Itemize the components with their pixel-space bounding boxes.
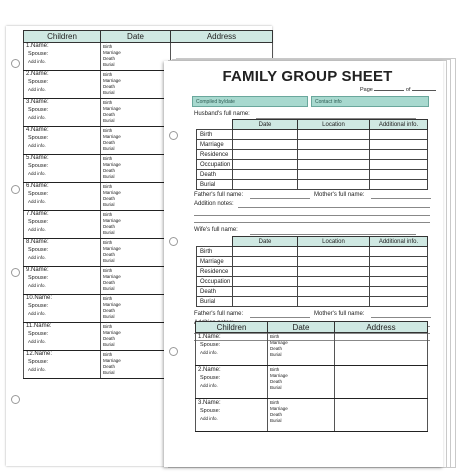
wife-events-table xyxy=(196,236,428,307)
additional-info-cell[interactable] xyxy=(370,277,428,287)
event-label: Death xyxy=(103,252,116,257)
wife-mothers-label: Mother's full name: xyxy=(314,311,365,317)
date-cell[interactable] xyxy=(233,277,298,287)
event-label: Marriage xyxy=(197,257,233,267)
child-name-label: 12.Name: xyxy=(26,351,53,357)
child-name-label: 8.Name: xyxy=(26,239,49,245)
wife-label: Wife's full name: xyxy=(194,227,238,233)
child-add-info-label: Add info. xyxy=(28,283,46,288)
table-row xyxy=(196,366,428,399)
notes-line[interactable] xyxy=(194,222,430,223)
event-label: Birth xyxy=(103,128,113,133)
location-cell[interactable] xyxy=(298,267,370,277)
child-date-cell[interactable] xyxy=(101,351,171,379)
child-name-label: 3.Name: xyxy=(26,99,49,105)
child-date-cell[interactable] xyxy=(101,155,171,183)
child-add-info-label: Add info. xyxy=(28,87,46,92)
event-label: Marriage xyxy=(103,190,121,195)
event-label: Marriage xyxy=(103,106,121,111)
date-cell[interactable] xyxy=(233,257,298,267)
child-address-cell[interactable] xyxy=(335,333,428,366)
event-label: Burial xyxy=(103,370,115,375)
child-name-label: 2.Name: xyxy=(26,71,49,77)
table-row xyxy=(197,160,428,170)
child-date-cell[interactable] xyxy=(101,267,171,295)
punch-hole xyxy=(11,395,20,404)
child-spouse-label: Spouse: xyxy=(28,274,49,281)
table-row xyxy=(197,297,428,307)
date-cell[interactable] xyxy=(233,297,298,307)
header-date: Date xyxy=(268,322,335,333)
date-cell[interactable] xyxy=(233,267,298,277)
child-name-cell[interactable] xyxy=(24,43,101,71)
child-date-cell[interactable] xyxy=(101,127,171,155)
child-spouse-label: Spouse: xyxy=(28,330,49,337)
punch-hole xyxy=(169,347,178,356)
child-date-cell[interactable] xyxy=(101,323,171,351)
event-label: Marriage xyxy=(103,134,121,139)
event-label: Birth xyxy=(103,212,113,217)
child-name-cell[interactable] xyxy=(196,333,268,366)
page-label: Page xyxy=(360,87,373,93)
event-label: Burial xyxy=(103,118,115,123)
table-row xyxy=(197,170,428,180)
child-add-info-label: Add info. xyxy=(28,143,46,148)
child-spouse-label: Spouse: xyxy=(28,106,49,113)
event-label: Birth xyxy=(103,44,113,49)
event-label: Marriage xyxy=(103,162,121,167)
event-label: Marriage xyxy=(270,406,288,411)
husband-events-table xyxy=(196,119,428,190)
child-name-label: 1.Name: xyxy=(26,43,49,49)
event-label: Marriage xyxy=(103,246,121,251)
event-label: Death xyxy=(103,224,116,229)
event-label: Burial xyxy=(103,62,115,67)
child-name-cell[interactable] xyxy=(24,155,101,183)
punch-hole xyxy=(11,268,20,277)
event-label: Burial xyxy=(270,385,282,390)
event-label: Marriage xyxy=(103,218,121,223)
event-label: Death xyxy=(197,170,233,180)
event-label: Marriage xyxy=(103,274,121,279)
event-label: Burial xyxy=(103,90,115,95)
child-date-cell[interactable] xyxy=(101,43,171,71)
punch-hole xyxy=(169,237,178,246)
additional-info-cell[interactable] xyxy=(370,267,428,277)
location-cell[interactable] xyxy=(298,150,370,160)
child-spouse-label: Spouse: xyxy=(28,358,49,365)
child-name-cell[interactable] xyxy=(24,295,101,323)
event-label: Death xyxy=(103,280,116,285)
child-date-cell[interactable] xyxy=(101,183,171,211)
child-address-cell[interactable] xyxy=(335,366,428,399)
additional-info-cell[interactable] xyxy=(370,297,428,307)
child-name-cell[interactable] xyxy=(24,239,101,267)
child-spouse-label: Spouse: xyxy=(28,246,49,253)
event-label: Burial xyxy=(103,258,115,263)
event-label: Birth xyxy=(197,247,233,257)
punch-hole xyxy=(169,131,178,140)
child-name-cell[interactable] xyxy=(24,267,101,295)
event-label: Death xyxy=(103,56,116,61)
child-add-info-label: Add info. xyxy=(200,350,218,355)
page-title: FAMILY GROUP SHEET xyxy=(222,68,393,85)
child-name-label: 6.Name: xyxy=(26,183,49,189)
location-cell[interactable] xyxy=(298,247,370,257)
table-row xyxy=(197,267,428,277)
child-date-cell[interactable] xyxy=(101,99,171,127)
child-spouse-label: Spouse: xyxy=(28,162,49,169)
child-date-cell[interactable] xyxy=(101,295,171,323)
header-additional-info: Additional info. xyxy=(370,237,428,247)
event-label: Occupation xyxy=(197,277,233,287)
date-cell[interactable] xyxy=(233,247,298,257)
event-label: Birth xyxy=(103,268,113,273)
location-cell[interactable] xyxy=(298,257,370,267)
location-cell[interactable] xyxy=(298,140,370,150)
header-location: Location xyxy=(298,237,370,247)
event-label: Marriage xyxy=(103,330,121,335)
event-label: Birth xyxy=(103,72,113,77)
additional-info-cell[interactable] xyxy=(370,287,428,297)
header-children: Children xyxy=(24,31,101,43)
wife-name-line[interactable] xyxy=(250,234,416,235)
child-name-label: 11.Name: xyxy=(26,323,52,329)
husband-addition-notes-label: Addition notes: xyxy=(194,201,234,207)
event-label: Burial xyxy=(103,286,115,291)
additional-info-cell[interactable] xyxy=(370,170,428,180)
child-add-info-label: Add info. xyxy=(28,255,46,260)
table-row xyxy=(197,180,428,190)
event-label: Marriage xyxy=(270,373,288,378)
event-label: Death xyxy=(270,412,283,417)
event-label: Marriage xyxy=(103,78,121,83)
event-label: Burial xyxy=(103,202,115,207)
event-label: Birth xyxy=(103,100,113,105)
date-cell[interactable] xyxy=(233,170,298,180)
additional-info-cell[interactable] xyxy=(370,150,428,160)
child-add-info-label: Add info. xyxy=(200,416,218,421)
husband-label: Husband's full name: xyxy=(194,111,250,117)
child-name-cell[interactable] xyxy=(24,183,101,211)
child-add-info-label: Add info. xyxy=(28,339,46,344)
child-name-cell[interactable] xyxy=(24,71,101,99)
child-add-info-label: Add info. xyxy=(28,171,46,176)
event-label: Death xyxy=(103,336,116,341)
event-label: Burial xyxy=(103,342,115,347)
event-label: Death xyxy=(103,364,116,369)
location-cell[interactable] xyxy=(298,287,370,297)
location-cell[interactable] xyxy=(298,170,370,180)
child-name-cell[interactable] xyxy=(24,351,101,379)
child-spouse-label: Spouse: xyxy=(28,134,49,141)
table-row xyxy=(197,287,428,297)
child-add-info-label: Add info. xyxy=(28,227,46,232)
header-location: Location xyxy=(298,120,370,130)
header-address: Address xyxy=(171,31,273,43)
additional-info-cell[interactable] xyxy=(370,257,428,267)
wife-mothers-line[interactable] xyxy=(371,317,431,318)
child-spouse-label: Spouse: xyxy=(200,375,221,381)
child-name-label: 5.Name: xyxy=(26,155,49,161)
additional-info-cell[interactable] xyxy=(370,130,428,140)
child-name-cell[interactable] xyxy=(24,127,101,155)
child-name-label: 3.Name: xyxy=(198,400,221,406)
child-date-cell[interactable] xyxy=(101,211,171,239)
front-sheet xyxy=(164,61,443,467)
event-label: Marriage xyxy=(103,50,121,55)
contact-info-field[interactable]: Contact info xyxy=(311,96,429,107)
child-name-cell[interactable] xyxy=(24,323,101,351)
event-label: Death xyxy=(103,112,116,117)
child-name-label: 2.Name: xyxy=(198,367,221,373)
child-name-cell[interactable] xyxy=(196,366,268,399)
child-spouse-label: Spouse: xyxy=(28,190,49,197)
event-label: Death xyxy=(270,379,283,384)
additional-info-cell[interactable] xyxy=(370,180,428,190)
child-name-label: 4.Name: xyxy=(26,127,49,133)
table-row xyxy=(197,257,428,267)
additional-info-cell[interactable] xyxy=(370,140,428,150)
header-date: Date xyxy=(233,120,298,130)
table-row xyxy=(196,399,428,432)
event-label: Birth xyxy=(103,324,113,329)
table-row xyxy=(197,150,428,160)
child-name-label: 10.Name: xyxy=(26,295,53,301)
date-cell[interactable] xyxy=(233,140,298,150)
page-number-line xyxy=(360,87,436,93)
of-label: of xyxy=(405,87,411,93)
child-add-info-label: Add info. xyxy=(28,367,46,372)
child-date-cell[interactable] xyxy=(101,71,171,99)
child-name-cell[interactable] xyxy=(24,99,101,127)
child-date-cell[interactable] xyxy=(268,333,335,366)
event-label: Burial xyxy=(103,314,115,319)
compiled-by-field[interactable]: Compiled by/date xyxy=(192,96,308,107)
table-row xyxy=(196,333,428,366)
event-label: Death xyxy=(103,308,116,313)
header-additional-info: Additional info. xyxy=(370,120,428,130)
event-label: Burial xyxy=(103,230,115,235)
husband-mothers-label: Mother's full name: xyxy=(314,192,365,198)
event-label: Burial xyxy=(103,174,115,179)
husband-fathers-label: Father's full name: xyxy=(194,192,244,198)
event-label: Burial xyxy=(270,352,282,357)
child-date-cell[interactable] xyxy=(268,399,335,432)
location-cell[interactable] xyxy=(298,297,370,307)
table-row xyxy=(197,130,428,140)
husband-mothers-line[interactable] xyxy=(371,198,431,199)
event-label: Birth xyxy=(103,296,113,301)
event-label: Birth xyxy=(103,156,113,161)
date-cell[interactable] xyxy=(233,180,298,190)
event-label: Birth xyxy=(270,367,280,372)
event-label: Death xyxy=(103,196,116,201)
event-label: Occupation xyxy=(197,160,233,170)
event-label: Burial xyxy=(197,180,233,190)
notes-line[interactable] xyxy=(194,215,430,216)
location-cell[interactable] xyxy=(298,160,370,170)
table-row xyxy=(197,277,428,287)
child-add-info-label: Add info. xyxy=(28,115,46,120)
wife-fathers-label: Father's full name: xyxy=(194,311,244,317)
table-row xyxy=(197,140,428,150)
child-add-info-label: Add info. xyxy=(28,199,46,204)
event-label: Residence xyxy=(197,267,233,277)
event-label: Marriage xyxy=(103,302,121,307)
location-cell[interactable] xyxy=(298,277,370,287)
event-label: Birth xyxy=(103,240,113,245)
event-label: Birth xyxy=(197,130,233,140)
child-date-cell[interactable] xyxy=(101,239,171,267)
event-label: Death xyxy=(103,168,116,173)
child-spouse-label: Spouse: xyxy=(28,78,49,85)
event-label: Residence xyxy=(197,150,233,160)
location-cell[interactable] xyxy=(298,180,370,190)
child-add-info-label: Add info. xyxy=(28,311,46,316)
event-label: Marriage xyxy=(103,358,121,363)
date-cell[interactable] xyxy=(233,150,298,160)
child-spouse-label: Spouse: xyxy=(28,50,49,57)
event-label: Death xyxy=(103,140,116,145)
event-label: Birth xyxy=(270,400,280,405)
event-label: Burial xyxy=(197,297,233,307)
child-spouse-label: Spouse: xyxy=(28,218,49,225)
event-label: Burial xyxy=(103,146,115,151)
child-address-cell[interactable] xyxy=(335,399,428,432)
location-cell[interactable] xyxy=(298,130,370,140)
child-spouse-label: Spouse: xyxy=(200,342,221,348)
child-name-label: 1.Name: xyxy=(198,334,221,340)
event-label: Birth xyxy=(103,184,113,189)
front-children-table xyxy=(195,321,428,432)
date-cell[interactable] xyxy=(233,287,298,297)
event-label: Death xyxy=(103,84,116,89)
event-label: Burial xyxy=(270,418,282,423)
additional-info-cell[interactable] xyxy=(370,247,428,257)
child-add-info-label: Add info. xyxy=(200,383,218,388)
event-label: Birth xyxy=(270,334,280,339)
child-add-info-label: Add info. xyxy=(28,59,46,64)
header-children: Children xyxy=(196,322,268,333)
notes-line[interactable] xyxy=(238,207,430,208)
husband-fathers-line[interactable] xyxy=(250,198,310,199)
event-label: Death xyxy=(197,287,233,297)
child-name-label: 9.Name: xyxy=(26,267,49,273)
header-date: Date xyxy=(101,31,171,43)
punch-hole xyxy=(11,59,20,68)
table-row xyxy=(197,247,428,257)
child-name-cell[interactable] xyxy=(196,399,268,432)
event-label: Death xyxy=(270,346,283,351)
header-date: Date xyxy=(233,237,298,247)
child-name-cell[interactable] xyxy=(24,211,101,239)
date-cell[interactable] xyxy=(233,130,298,140)
wife-fathers-line[interactable] xyxy=(250,317,310,318)
event-label: Marriage xyxy=(270,340,288,345)
header-address: Address xyxy=(335,322,428,333)
additional-info-cell[interactable] xyxy=(370,160,428,170)
child-date-cell[interactable] xyxy=(268,366,335,399)
child-name-label: 7.Name: xyxy=(26,211,49,217)
event-label: Birth xyxy=(103,352,113,357)
child-spouse-label: Spouse: xyxy=(28,302,49,309)
punch-hole xyxy=(11,185,20,194)
date-cell[interactable] xyxy=(233,160,298,170)
child-spouse-label: Spouse: xyxy=(200,408,221,414)
event-label: Marriage xyxy=(197,140,233,150)
